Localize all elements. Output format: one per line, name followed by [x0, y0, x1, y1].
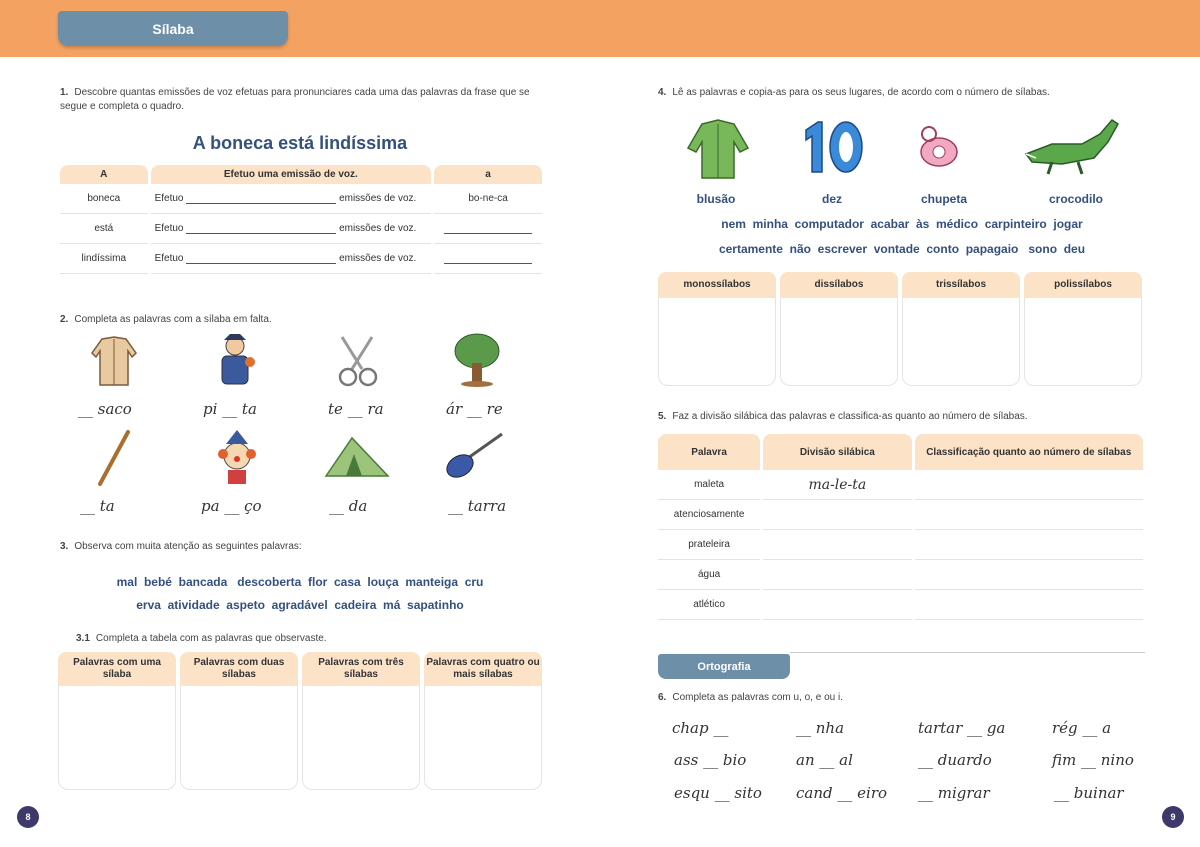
word-cell: lindíssima	[60, 244, 148, 274]
table-row	[60, 214, 542, 244]
table-column	[1024, 272, 1142, 386]
answer-area[interactable]	[424, 686, 542, 790]
spelling-item: rég __ a	[1052, 719, 1112, 737]
column-header: trissílabos	[902, 272, 1020, 298]
word-list-line-2: certamente não escrever vontade conto papagaio sono deu	[718, 242, 1086, 256]
answer-area[interactable]	[180, 686, 298, 790]
table-column	[302, 652, 420, 790]
question-number: 6.	[658, 692, 667, 703]
spelling-item: __ duardo	[918, 751, 992, 769]
answer-blank[interactable]	[186, 194, 336, 204]
column-header: Palavras com quatro ou mais sílabas	[424, 652, 542, 686]
col-header-a: A	[60, 165, 148, 184]
col-header-word: Palavra	[658, 434, 760, 470]
answer-area[interactable]	[1024, 298, 1142, 386]
spelling-item: __ buinar	[1054, 784, 1124, 802]
table-column	[780, 272, 898, 386]
question-text: Lê as palavras e copia-as para os seus lugares, de acordo com o número de sílabas.	[672, 87, 1050, 98]
question-number: 5.	[658, 411, 667, 422]
question-3	[60, 540, 540, 554]
word-cell: água	[658, 560, 760, 590]
classification-cell[interactable]	[915, 470, 1144, 500]
col-header-division: Divisão silábica	[763, 434, 911, 470]
section-tab-ortografia: Ortografia	[658, 654, 790, 679]
syllable-item: te __ ra	[328, 400, 384, 418]
answer-blank[interactable]	[186, 254, 336, 264]
classification-cell[interactable]	[915, 530, 1144, 560]
spelling-item: chap __	[672, 719, 729, 737]
word-list-line-1: nem minha computador acabar às médico carpinteiro jogar	[721, 217, 1083, 231]
classification-cell[interactable]	[915, 590, 1144, 620]
pirate-icon	[210, 332, 260, 390]
suffix: emissões de voz.	[339, 253, 417, 264]
page-number-right: 9	[1162, 806, 1184, 828]
picture-word: blusão	[696, 192, 736, 206]
suffix: emissões de voz.	[339, 193, 417, 204]
syllable-blank[interactable]	[444, 254, 532, 264]
answer-area[interactable]	[902, 298, 1020, 386]
tree-icon	[450, 331, 504, 389]
question-2	[60, 313, 540, 327]
syllable-item: __ ta	[80, 497, 115, 515]
word-cell: maleta	[658, 470, 760, 500]
word-list-line-1: mal bebé bancada descoberta flor casa louça manteiga cru	[116, 575, 484, 589]
answer-area[interactable]	[58, 686, 176, 790]
division-cell[interactable]	[763, 590, 911, 620]
question-6	[658, 691, 1148, 705]
spelling-item: an __ al	[796, 751, 853, 769]
question-text: Descobre quantas emissões de voz efetuas para pronunciares cada uma das palavras da frase que se segue e completa o quadro.	[60, 87, 530, 112]
classification-cell[interactable]	[915, 560, 1144, 590]
table-row	[60, 244, 542, 274]
picture-word: crocodilo	[1048, 192, 1103, 206]
spelling-item: __ migrar	[918, 784, 990, 802]
syllable-blank[interactable]	[444, 224, 532, 234]
question-text: Completa as palavras com u, o, e ou i.	[672, 692, 843, 703]
classification-cell[interactable]	[915, 500, 1144, 530]
clown-icon	[214, 428, 260, 488]
syllable-cell: bo-ne-ca	[434, 184, 542, 214]
table-row	[658, 500, 1143, 530]
table-column	[658, 272, 776, 386]
sweatshirt-icon	[684, 116, 752, 182]
guitar-icon	[442, 430, 506, 482]
question-number: 3.1	[76, 633, 90, 644]
question-3-1	[76, 632, 536, 646]
column-header: Palavras com três sílabas	[302, 652, 420, 686]
q1-table	[57, 165, 545, 274]
syllable-item: pa __ ço	[201, 497, 262, 515]
question-number: 2.	[60, 314, 69, 325]
col-header-classification: Classificação quanto ao número de sílabas	[915, 434, 1144, 470]
table-column	[902, 272, 1020, 386]
division-cell[interactable]	[763, 560, 911, 590]
table-column	[58, 652, 176, 790]
word-cell: atlético	[658, 590, 760, 620]
division-cell[interactable]	[763, 530, 911, 560]
spelling-item: cand __ eiro	[796, 784, 888, 802]
spelling-item: __ nha	[796, 719, 845, 737]
word-cell: prateleira	[658, 530, 760, 560]
division-cell[interactable]: ma-le-ta	[763, 470, 911, 500]
table-row	[60, 184, 542, 214]
question-text: Completa as palavras com a sílaba em falta.	[74, 314, 272, 325]
division-cell[interactable]	[763, 500, 911, 530]
col-header-b: Efetuo uma emissão de voz.	[151, 165, 432, 184]
prefix: Efetuo	[154, 253, 184, 264]
q3-table	[58, 652, 542, 790]
question-1	[60, 86, 540, 114]
column-header: polissílabos	[1024, 272, 1142, 298]
prefix: Efetuo	[154, 193, 184, 204]
syllable-item: __ saco	[78, 400, 132, 418]
tent-icon	[322, 432, 392, 482]
scissors-icon	[332, 333, 384, 389]
question-number: 3.	[60, 541, 69, 552]
pacifier-icon	[915, 124, 963, 178]
prefix: Efetuo	[154, 223, 184, 234]
word-cell: boneca	[60, 184, 148, 214]
q5-table	[655, 434, 1146, 620]
column-header: Palavras com duas sílabas	[180, 652, 298, 686]
page-number-left: 8	[17, 806, 39, 828]
spelling-item: tartar __ ga	[918, 719, 1006, 737]
answer-area[interactable]	[658, 298, 776, 386]
stick-icon	[92, 428, 136, 488]
word-list-line-2: erva atividade aspeto agradável cadeira má sapatinho	[136, 598, 464, 612]
answer-area[interactable]	[302, 686, 420, 790]
q4-table	[658, 272, 1142, 386]
picture-word: chupeta	[920, 192, 967, 206]
suffix: emissões de voz.	[339, 223, 417, 234]
page-title: Sílaba	[58, 11, 288, 46]
question-text: Faz a divisão silábica das palavras e classifica-as quanto ao número de sílabas.	[672, 411, 1028, 422]
spelling-item: esqu __ sito	[674, 784, 762, 802]
table-row	[658, 470, 1143, 500]
column-header: monossílabos	[658, 272, 776, 298]
question-5	[658, 410, 1148, 424]
word-cell: está	[60, 214, 148, 244]
spelling-item: ass __ bio	[674, 751, 747, 769]
syllable-item: __ tarra	[448, 497, 507, 515]
section-divider	[790, 652, 1145, 653]
question-4	[658, 86, 1148, 100]
word-cell: atenciosamente	[658, 500, 760, 530]
col-header-c: a	[434, 165, 542, 184]
table-row	[658, 590, 1143, 620]
table-row	[658, 530, 1143, 560]
spelling-item: fim __ nino	[1052, 751, 1134, 769]
syllable-item: pi __ ta	[203, 400, 257, 418]
answer-area[interactable]	[780, 298, 898, 386]
question-number: 4.	[658, 87, 667, 98]
syllable-item: __ da	[329, 497, 368, 515]
question-text: Completa a tabela com as palavras que observaste.	[95, 633, 327, 644]
question-text: Observa com muita atenção as seguintes palavras:	[74, 541, 302, 552]
answer-blank[interactable]	[186, 224, 336, 234]
question-number: 1.	[60, 87, 69, 98]
crocodile-icon	[1022, 114, 1122, 180]
column-header: Palavras com uma sílaba	[58, 652, 176, 686]
jacket-icon	[88, 333, 140, 389]
number-ten-icon	[798, 116, 868, 178]
table-column	[424, 652, 542, 790]
picture-word: dez	[821, 192, 842, 206]
syllable-item: ár __ re	[446, 400, 503, 418]
table-column	[180, 652, 298, 790]
sentence-title: A boneca está lindíssima	[192, 133, 408, 153]
table-row	[658, 560, 1143, 590]
column-header: dissílabos	[780, 272, 898, 298]
